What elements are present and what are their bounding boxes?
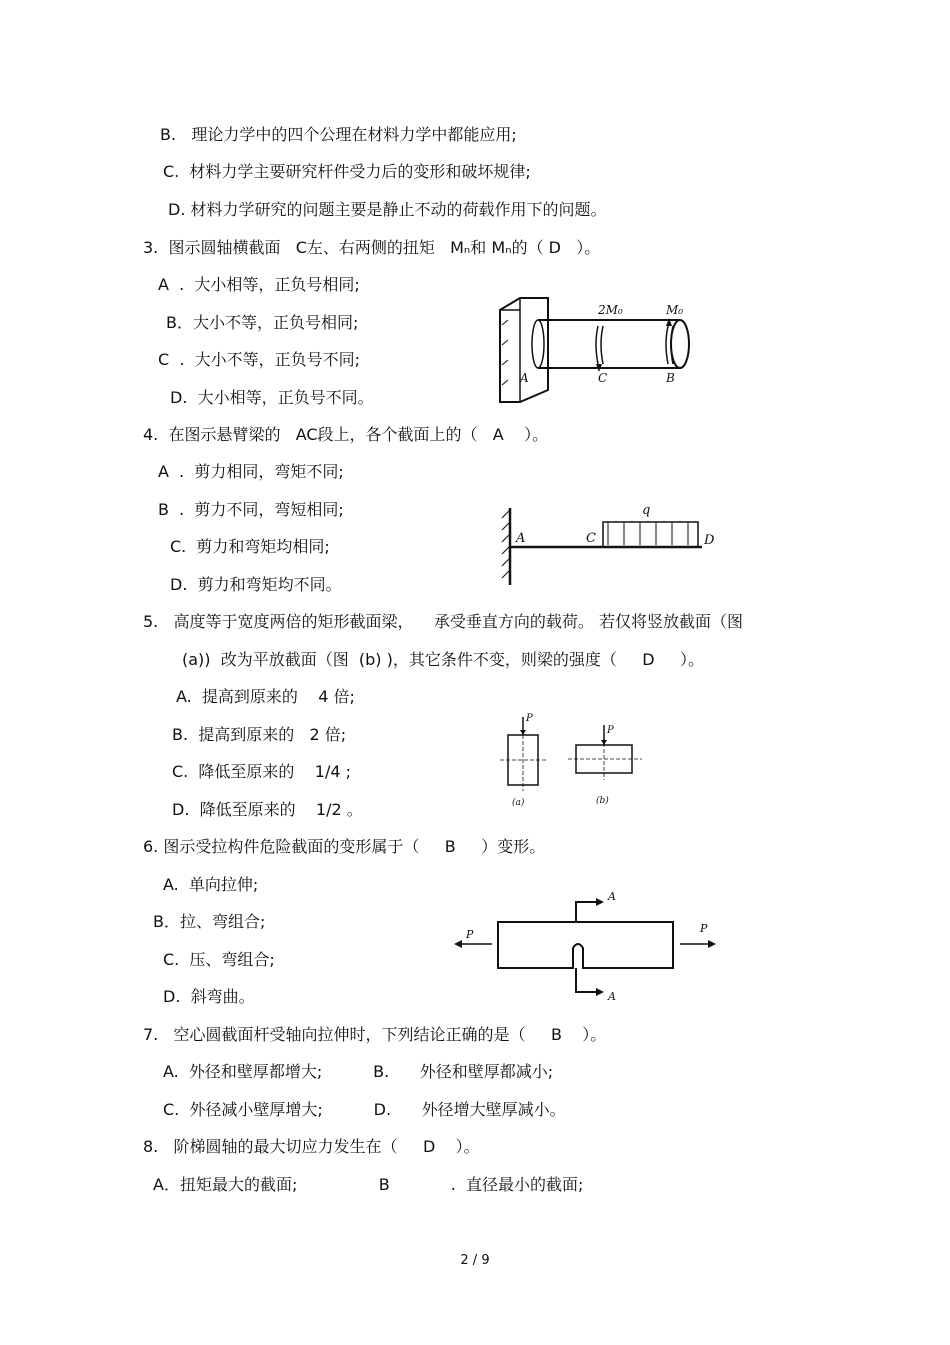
- q5-stem-line-1: 5. 高度等于宽度两倍的矩形截面梁， 承受垂直方向的载荷。 若仅将竖放截面（图: [143, 612, 743, 631]
- q7-stem: 7. 空心圆截面杆受轴向拉伸时，下列结论正确的是（ B ）。: [143, 1025, 607, 1044]
- q3-label-b: B: [666, 371, 675, 385]
- q5-label-a: (a): [512, 798, 525, 808]
- q3-label-c: C: [598, 371, 608, 385]
- q4-option-d: D. 剪力和弯矩均不同。: [170, 575, 342, 594]
- q3-option-c: C . 大小不等，正负号不同;: [158, 350, 360, 369]
- q6-label-p-right: P: [700, 922, 708, 935]
- q6-option-c: C. 压、弯组合;: [163, 950, 275, 969]
- q2-option-b: B. 理论力学中的四个公理在材料力学中都能应用;: [160, 125, 517, 144]
- q5-sections-figure: [490, 705, 660, 810]
- q5-option-d: D. 降低至原来的 1/2 。: [172, 800, 363, 819]
- q6-notched-bar-figure: [458, 880, 723, 1010]
- q4-option-c: C. 剪力和弯矩均相同;: [170, 537, 330, 556]
- q3-option-a: A . 大小相等，正负号相同;: [158, 275, 360, 294]
- q4-label-q: q: [642, 503, 651, 518]
- q3-option-d: D. 大小相等，正负号不同。: [170, 388, 374, 407]
- q3-label-a: A: [520, 371, 529, 385]
- q7-options-row-1: A. 外径和壁厚都增大; B. 外径和壁厚都减小;: [163, 1062, 554, 1081]
- q6-label-a-bottom: A: [608, 990, 616, 1003]
- q2-option-c: C. 材料力学主要研究杆件受力后的变形和破坏规律;: [163, 162, 531, 181]
- q5-option-c: C. 降低至原来的 1/4 ;: [172, 762, 352, 781]
- q5-option-b: B. 提高到原来的 2 倍;: [172, 725, 347, 744]
- q6-label-p-left: P: [466, 928, 474, 941]
- q4-stem: 4. 在图示悬臂梁的 AC段上，各个截面上的（ A ）。: [143, 425, 549, 444]
- q4-option-a: A . 剪力相同，弯矩不同;: [158, 462, 344, 481]
- q6-label-a-top: A: [608, 890, 616, 903]
- q3-label-m0: M₀: [666, 303, 684, 317]
- q4-label-a: A: [516, 531, 526, 546]
- q7-options-row-2: C. 外径减小壁厚增大; D. 外径增大壁厚减小。: [163, 1100, 566, 1119]
- page-number: 2 / 9: [460, 1253, 490, 1268]
- q4-cantilever-figure: [490, 500, 725, 590]
- q5-label-p-a: P: [526, 713, 533, 724]
- q4-option-b: B . 剪力不同，弯短相同;: [158, 500, 344, 519]
- q5-option-a: A. 提高到原来的 4 倍;: [176, 687, 355, 706]
- q5-label-p-b: P: [607, 725, 614, 736]
- q3-stem: 3. 图示圆轴横截面 C左、右两侧的扭矩 Mₙ和 Mₙ的（ D ）。: [143, 238, 601, 257]
- q6-option-d: D. 斜弯曲。: [163, 987, 255, 1006]
- q3-option-b: B．大小不等，正负号相同;: [166, 313, 359, 332]
- q6-stem: 6. 图示受拉构件危险截面的变形属于（ B ）变形。: [143, 837, 546, 856]
- q3-label-2m0: 2M₀: [598, 303, 623, 317]
- q4-label-d: D: [704, 533, 715, 548]
- q5-stem-line-2: (a)) 改为平放截面（图 (b) )，其它条件不变，则梁的强度（ D ）。: [182, 650, 705, 669]
- q8-stem: 8. 阶梯圆轴的最大切应力发生在（ D ）。: [143, 1137, 480, 1156]
- q3-shaft-figure: [490, 290, 705, 405]
- q6-option-b: B．拉、弯组合;: [153, 912, 266, 931]
- q5-label-b: (b): [596, 796, 609, 806]
- q2-option-d: D. 材料力学研究的问题主要是静止不动的荷载作用下的问题。: [168, 200, 607, 219]
- q6-option-a: A. 单向拉伸;: [163, 875, 259, 894]
- q4-label-c: C: [586, 531, 596, 546]
- q8-options-row-1: A．扭矩最大的截面; B . 直径最小的截面;: [153, 1175, 584, 1194]
